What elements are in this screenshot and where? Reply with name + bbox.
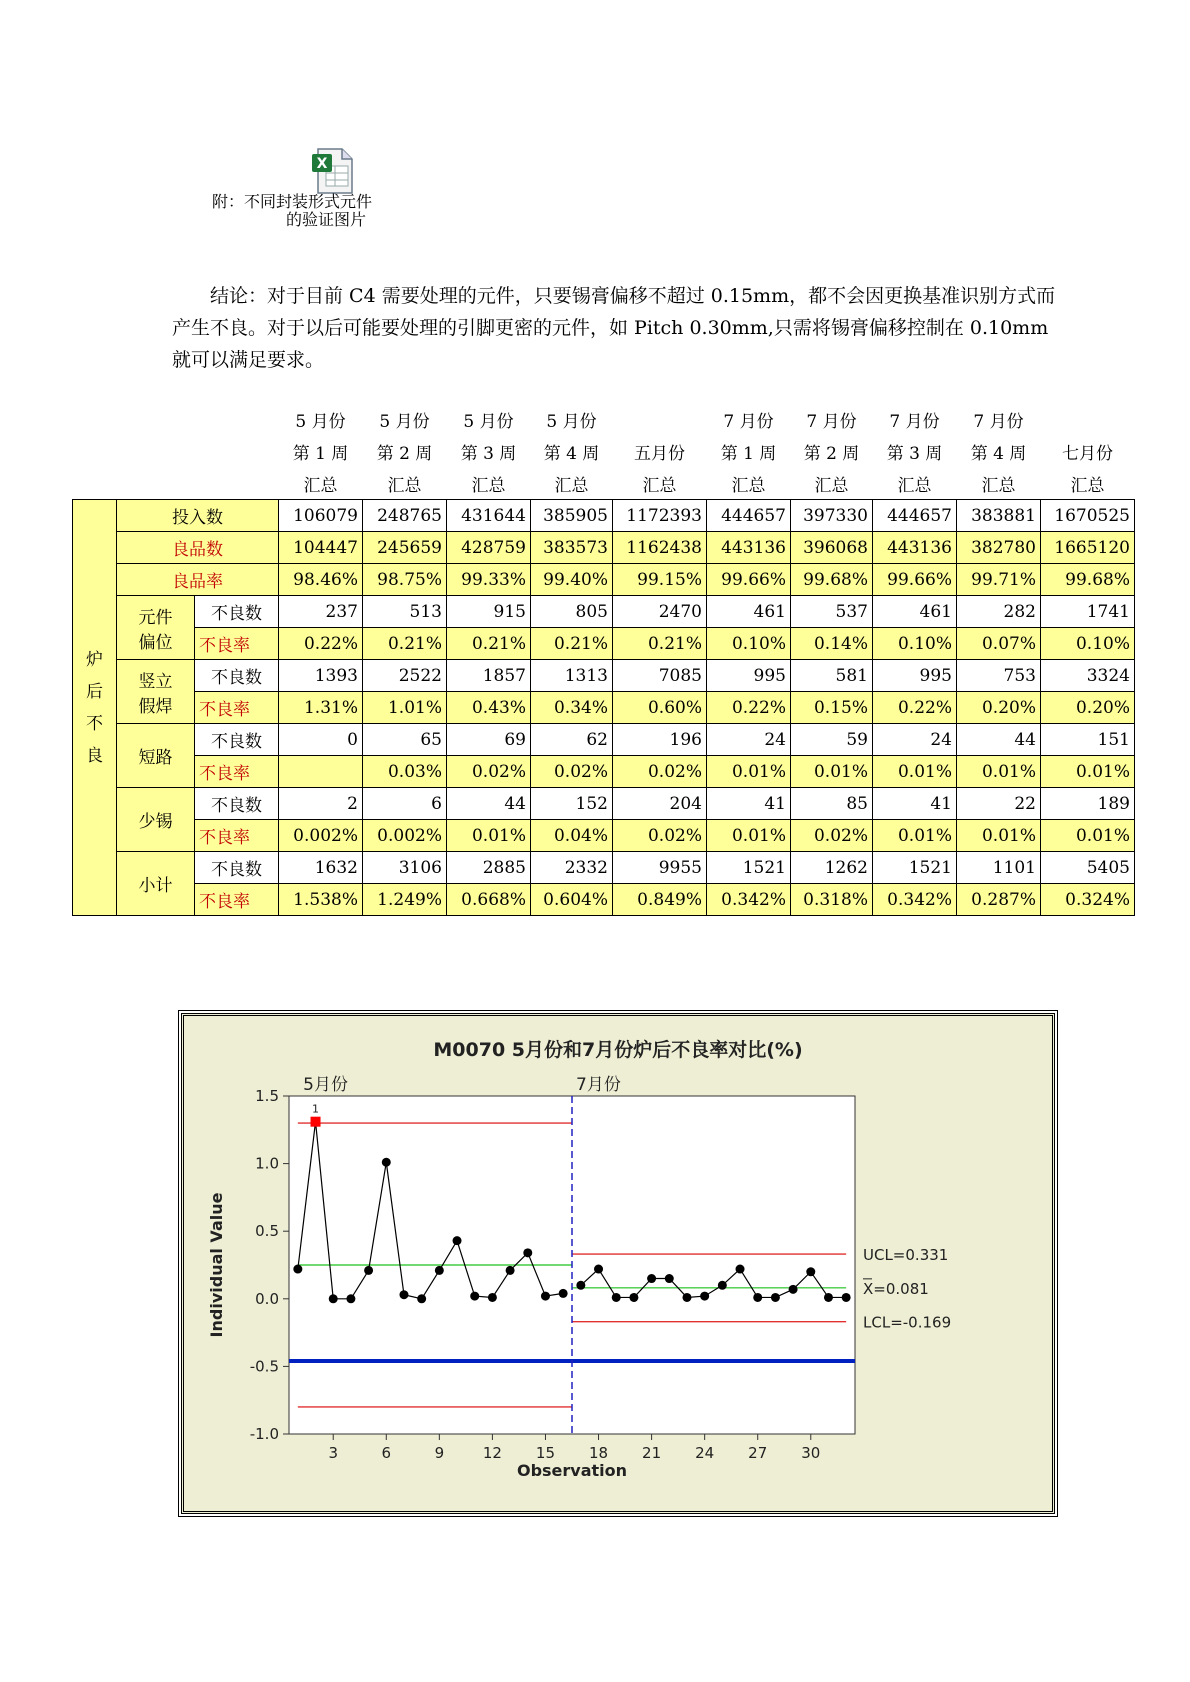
table-cell: 1101 [957, 852, 1041, 884]
chart-title: M0070 5月份和7月份炉后不良率对比(%) [433, 1039, 803, 1061]
data-point [399, 1290, 408, 1299]
table-cell: 0.604% [531, 884, 613, 916]
table-cell: 0.20% [1041, 692, 1135, 724]
column-header: 汇总 [642, 475, 677, 496]
table-cell: 0.02% [531, 756, 613, 788]
data-point [682, 1293, 691, 1302]
table-cell: 0.002% [363, 820, 447, 852]
data-point [629, 1293, 638, 1302]
side-label-char: 良 [86, 745, 103, 766]
attachment-caption[interactable] [212, 193, 412, 229]
flagged-data-point [311, 1117, 321, 1127]
data-point [541, 1292, 550, 1301]
side-category-label [73, 500, 117, 916]
header-spacer [73, 403, 117, 435]
table-cell: 0.21% [363, 628, 447, 660]
column-header: 7 月份 [889, 411, 940, 432]
table-cell: 537 [791, 596, 873, 628]
table-cell: 41 [873, 788, 957, 820]
table-cell: 1670525 [1041, 500, 1135, 532]
side-label-char: 不 [86, 713, 103, 734]
table-row [73, 564, 1135, 596]
header-spacer [195, 467, 279, 500]
data-point [753, 1293, 762, 1302]
table-cell: 0.22% [873, 692, 957, 724]
column-header: 汇总 [897, 475, 932, 496]
table-cell: 428759 [447, 532, 531, 564]
table-cell: 0.21% [447, 628, 531, 660]
table-row [73, 532, 1135, 564]
table-header-row [73, 435, 1135, 467]
table-cell: 98.46% [279, 564, 363, 596]
data-point [665, 1274, 674, 1283]
table-cell: 397330 [791, 500, 873, 532]
table-cell: 0.01% [1041, 820, 1135, 852]
table-cell: 0.22% [279, 628, 363, 660]
defect-category-line: 小计 [138, 876, 173, 896]
table-row [73, 596, 1135, 628]
table-cell: 44 [957, 724, 1041, 756]
table-cell: 245659 [363, 532, 447, 564]
table-cell: 24 [707, 724, 791, 756]
table-cell: 0.01% [1041, 756, 1135, 788]
column-header: 汇总 [554, 475, 589, 496]
defect-category-line: 少锡 [138, 812, 173, 832]
table-cell: 0.318% [791, 884, 873, 916]
column-header: 5 月份 [379, 411, 430, 432]
table-cell: 0.14% [791, 628, 873, 660]
table-cell: 196 [613, 724, 707, 756]
column-header: 汇总 [731, 475, 766, 496]
table-cell: 99.66% [873, 564, 957, 596]
data-point [594, 1265, 603, 1274]
x-tick-label: 27 [748, 1444, 768, 1462]
table-cell: 0.01% [957, 820, 1041, 852]
table-row [73, 500, 1135, 532]
y-tick-label: 1.0 [255, 1154, 279, 1173]
column-header: 五月份 [634, 443, 685, 464]
table-cell: 0.002% [279, 820, 363, 852]
row-label: 良品率 [117, 564, 279, 596]
table-cell: 99.68% [791, 564, 873, 596]
rate-label: 不良率 [195, 628, 279, 660]
table-cell: 0.324% [1041, 884, 1135, 916]
count-label: 不良数 [195, 724, 279, 756]
table-cell: 0.10% [873, 628, 957, 660]
table-cell: 0.04% [531, 820, 613, 852]
table-cell: 1.31% [279, 692, 363, 724]
table-cell: 1521 [707, 852, 791, 884]
table-cell: 0.60% [613, 692, 707, 724]
stage-label: 5月份 [303, 1075, 348, 1095]
table-cell: 443136 [873, 532, 957, 564]
table-cell: 99.40% [531, 564, 613, 596]
count-label: 不良数 [195, 596, 279, 628]
table-header-row [73, 467, 1135, 500]
table-cell: 1262 [791, 852, 873, 884]
table-cell: 2885 [447, 852, 531, 884]
data-point [647, 1274, 656, 1283]
table-cell: 2332 [531, 852, 613, 884]
table-cell: 1857 [447, 660, 531, 692]
data-point [789, 1285, 798, 1294]
column-header: 7 月份 [806, 411, 857, 432]
table-cell: 0.849% [613, 884, 707, 916]
table-cell: 6 [363, 788, 447, 820]
rate-label: 不良率 [195, 692, 279, 724]
data-point [612, 1293, 621, 1302]
table-row [73, 756, 1135, 788]
table-cell: 0.01% [707, 820, 791, 852]
table-cell: 0.01% [957, 756, 1041, 788]
column-header: 汇总 [814, 475, 849, 496]
rate-label: 不良率 [195, 884, 279, 916]
column-header: 第 1 周 [292, 443, 349, 464]
table-cell: 2 [279, 788, 363, 820]
data-point [417, 1294, 426, 1303]
data-point [346, 1294, 355, 1303]
column-header [1041, 403, 1135, 435]
table-cell: 151 [1041, 724, 1135, 756]
table-cell: 69 [447, 724, 531, 756]
table-cell: 85 [791, 788, 873, 820]
y-tick-label: 0.5 [255, 1222, 279, 1241]
table-cell: 98.75% [363, 564, 447, 596]
table-cell: 0.43% [447, 692, 531, 724]
center-label: X=0.081 [863, 1279, 929, 1298]
table-cell: 385905 [531, 500, 613, 532]
attachment-caption-line1: 附：不同封装形式元件 [212, 192, 373, 211]
table-cell: 581 [791, 660, 873, 692]
table-cell: 0.01% [873, 756, 957, 788]
table-cell: 59 [791, 724, 873, 756]
table-cell: 248765 [363, 500, 447, 532]
data-point [576, 1281, 585, 1290]
header-spacer [117, 435, 195, 467]
table-cell: 0.287% [957, 884, 1041, 916]
x-tick-label: 21 [642, 1444, 662, 1462]
control-chart [184, 1016, 1052, 1511]
side-label-char: 后 [86, 681, 103, 702]
table-cell: 1521 [873, 852, 957, 884]
svg-text:X: X [316, 156, 328, 172]
defect-category [117, 852, 195, 916]
table-cell: 1.538% [279, 884, 363, 916]
table-cell: 1172393 [613, 500, 707, 532]
table-cell: 0.01% [447, 820, 531, 852]
count-label: 不良数 [195, 852, 279, 884]
table-cell: 0.02% [613, 756, 707, 788]
column-header: 7 月份 [723, 411, 774, 432]
table-cell [279, 756, 363, 788]
table-cell: 444657 [707, 500, 791, 532]
ucl-label: UCL=0.331 [863, 1246, 949, 1265]
data-point [293, 1265, 302, 1274]
column-header: 第 4 周 [970, 443, 1027, 464]
table-cell: 2470 [613, 596, 707, 628]
table-row [73, 724, 1135, 756]
data-point [364, 1266, 373, 1275]
table-cell: 99.68% [1041, 564, 1135, 596]
x-tick-label: 30 [801, 1444, 821, 1462]
table-row [73, 628, 1135, 660]
table-cell: 0.668% [447, 884, 531, 916]
table-row [73, 660, 1135, 692]
row-label: 良品数 [117, 532, 279, 564]
count-label: 不良数 [195, 788, 279, 820]
table-cell: 152 [531, 788, 613, 820]
column-header: 汇总 [471, 475, 506, 496]
column-header: 七月份 [1062, 443, 1113, 464]
x-tick-label: 18 [588, 1444, 609, 1462]
column-header: 第 4 周 [543, 443, 600, 464]
column-header: 汇总 [387, 475, 422, 496]
attachment-caption-line2: 的验证图片 [286, 210, 367, 229]
table-cell: 513 [363, 596, 447, 628]
defect-category-line: 短路 [138, 748, 173, 768]
x-tick-label: 3 [328, 1444, 338, 1462]
table-cell: 3106 [363, 852, 447, 884]
table-cell: 237 [279, 596, 363, 628]
y-axis-label: Individual Value [207, 1192, 226, 1338]
table-cell: 0.01% [873, 820, 957, 852]
header-spacer [195, 435, 279, 467]
table-cell: 0.02% [613, 820, 707, 852]
table-row [73, 788, 1135, 820]
data-point [559, 1289, 568, 1298]
table-cell: 0.01% [791, 756, 873, 788]
column-header: 5 月份 [546, 411, 597, 432]
column-header: 第 1 周 [720, 443, 777, 464]
y-tick-label: 1.5 [255, 1087, 279, 1105]
table-cell: 0.342% [707, 884, 791, 916]
table-cell: 461 [707, 596, 791, 628]
side-label-char: 炉 [86, 649, 103, 670]
x-axis-label: Observation [516, 1461, 628, 1480]
table-cell: 383881 [957, 500, 1041, 532]
data-point [718, 1281, 727, 1290]
table-cell: 0.10% [707, 628, 791, 660]
stage-label: 7月份 [576, 1075, 621, 1095]
header-spacer [73, 467, 117, 500]
table-cell: 0.15% [791, 692, 873, 724]
column-header: 汇总 [1070, 475, 1105, 496]
table-cell: 431644 [447, 500, 531, 532]
table-cell: 461 [873, 596, 957, 628]
header-spacer [117, 467, 195, 500]
defect-category-line: 元件 [138, 607, 173, 628]
table-cell: 44 [447, 788, 531, 820]
count-label: 不良数 [195, 660, 279, 692]
y-tick-label: -1.0 [249, 1425, 279, 1443]
table-cell: 65 [363, 724, 447, 756]
table-cell: 3324 [1041, 660, 1135, 692]
data-point [329, 1294, 338, 1303]
table-row [73, 852, 1135, 884]
table-cell: 0.22% [707, 692, 791, 724]
table-cell: 106079 [279, 500, 363, 532]
table-cell: 62 [531, 724, 613, 756]
table-cell: 22 [957, 788, 1041, 820]
rate-label: 不良率 [195, 820, 279, 852]
column-header: 汇总 [303, 475, 338, 496]
table-cell: 444657 [873, 500, 957, 532]
table-cell: 0.21% [613, 628, 707, 660]
table-cell: 5405 [1041, 852, 1135, 884]
data-point [736, 1265, 745, 1274]
table-cell: 1632 [279, 852, 363, 884]
data-point [506, 1266, 515, 1275]
table-cell: 204 [613, 788, 707, 820]
y-tick-label: -0.5 [249, 1357, 279, 1376]
table-cell: 0.21% [531, 628, 613, 660]
table-cell: 1741 [1041, 596, 1135, 628]
table-cell: 753 [957, 660, 1041, 692]
table-cell: 0.07% [957, 628, 1041, 660]
defect-summary-table-wrapper [72, 403, 1135, 916]
defect-category [117, 660, 195, 724]
x-tick-label: 24 [695, 1444, 715, 1462]
table-cell: 382780 [957, 532, 1041, 564]
header-spacer [117, 403, 195, 435]
row-label: 投入数 [117, 500, 279, 532]
column-header: 第 3 周 [460, 443, 517, 464]
table-cell: 9955 [613, 852, 707, 884]
defect-category-line: 偏位 [138, 632, 173, 653]
header-spacer [195, 403, 279, 435]
x-tick-label: 12 [482, 1444, 502, 1462]
defect-category-line: 假焊 [138, 696, 173, 717]
table-cell: 0.03% [363, 756, 447, 788]
table-cell: 0.02% [791, 820, 873, 852]
column-header: 汇总 [981, 475, 1016, 496]
defect-category-line: 竖立 [138, 671, 173, 692]
data-point [382, 1158, 391, 1167]
table-cell: 1313 [531, 660, 613, 692]
table-cell: 995 [873, 660, 957, 692]
table-row [73, 692, 1135, 724]
data-point [523, 1248, 532, 1257]
data-point [435, 1266, 444, 1275]
table-cell: 1162438 [613, 532, 707, 564]
table-cell: 1.249% [363, 884, 447, 916]
table-cell: 1665120 [1041, 532, 1135, 564]
defect-category [117, 724, 195, 788]
table-cell: 396068 [791, 532, 873, 564]
data-point [824, 1293, 833, 1302]
table-cell: 282 [957, 596, 1041, 628]
control-chart-frame [181, 1013, 1055, 1514]
column-header: 5 月份 [295, 411, 346, 432]
column-header: 第 2 周 [376, 443, 433, 464]
table-cell: 0.10% [1041, 628, 1135, 660]
table-cell: 0 [279, 724, 363, 756]
table-cell: 443136 [707, 532, 791, 564]
data-point [488, 1293, 497, 1302]
data-point [842, 1293, 851, 1302]
table-cell: 0.20% [957, 692, 1041, 724]
defect-category [117, 596, 195, 660]
table-cell: 383573 [531, 532, 613, 564]
table-row [73, 884, 1135, 916]
table-cell: 99.66% [707, 564, 791, 596]
column-header [613, 403, 707, 435]
table-cell: 1.01% [363, 692, 447, 724]
table-cell: 995 [707, 660, 791, 692]
table-cell: 41 [707, 788, 791, 820]
table-cell: 99.33% [447, 564, 531, 596]
x-tick-label: 9 [434, 1444, 445, 1462]
table-row [73, 820, 1135, 852]
x-tick-label: 6 [381, 1444, 392, 1462]
defect-category [117, 788, 195, 852]
table-cell: 0.342% [873, 884, 957, 916]
rate-label: 不良率 [195, 756, 279, 788]
x-tick-label: 15 [535, 1444, 556, 1462]
table-cell: 915 [447, 596, 531, 628]
defect-summary-table [72, 403, 1135, 916]
flag-label: 1 [312, 1102, 320, 1116]
table-cell: 24 [873, 724, 957, 756]
y-tick-label: 0.0 [255, 1289, 279, 1308]
column-header: 第 2 周 [803, 443, 860, 464]
conclusion-paragraph: 结论：对于目前 C4 需要处理的元件，只要锡膏偏移不超过 0.15mm，都不会因更换基准识别方式而产生不良。对于以后可能要处理的引脚更密的元件，如 Pitch 0.30mm,只需将锡膏偏移控制在 0.10mm 就可以满足要求。 [172, 285, 1056, 371]
column-header: 第 3 周 [886, 443, 943, 464]
table-cell: 1393 [279, 660, 363, 692]
table-cell: 99.15% [613, 564, 707, 596]
data-point [700, 1292, 709, 1301]
excel-file-icon[interactable] [308, 146, 358, 196]
data-point [806, 1267, 815, 1276]
data-point [470, 1292, 479, 1301]
lcl-label: LCL=-0.169 [863, 1313, 952, 1332]
table-cell: 99.71% [957, 564, 1041, 596]
table-cell: 2522 [363, 660, 447, 692]
table-cell: 104447 [279, 532, 363, 564]
data-point [453, 1236, 462, 1245]
column-header: 7 月份 [973, 411, 1024, 432]
table-cell: 189 [1041, 788, 1135, 820]
column-header: 5 月份 [463, 411, 514, 432]
header-spacer [73, 435, 117, 467]
table-cell: 0.01% [707, 756, 791, 788]
table-cell: 7085 [613, 660, 707, 692]
table-cell: 0.34% [531, 692, 613, 724]
table-cell: 0.02% [447, 756, 531, 788]
table-cell: 805 [531, 596, 613, 628]
table-header-row [73, 403, 1135, 435]
data-point [771, 1293, 780, 1302]
